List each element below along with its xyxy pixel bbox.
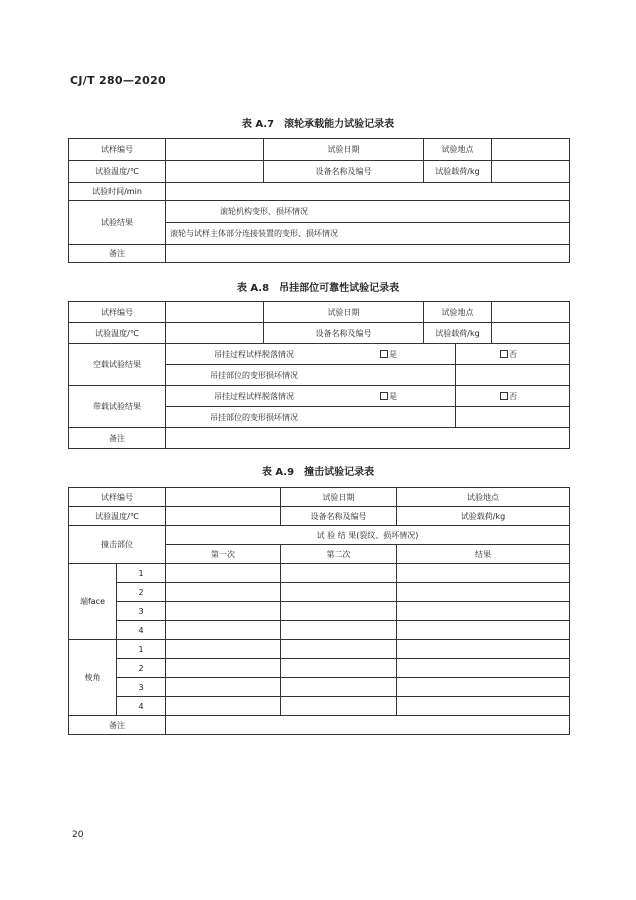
load-label: 试验载荷/kg — [424, 161, 492, 183]
duration-cell[interactable] — [166, 183, 570, 201]
fall-item-label: 吊挂过程试样脱落情况 是 — [166, 386, 456, 407]
result-cell[interactable] — [281, 697, 397, 716]
row-number: 2 — [117, 583, 166, 602]
table-a9-title: 表 A.9 撞击试验记录表 — [261, 467, 375, 478]
deform-item-cell[interactable] — [456, 365, 570, 386]
table-a9 — [68, 487, 570, 735]
row-number: 1 — [117, 564, 166, 583]
table-a7 — [68, 138, 570, 263]
test-site-label: 试验地点 — [397, 488, 570, 507]
result-cell[interactable] — [397, 678, 570, 697]
test-date-label: 试验日期 — [281, 488, 397, 507]
temperature-label: 试验温度/℃ — [69, 507, 166, 526]
result-cell[interactable] — [166, 602, 281, 621]
group-1-label: 端face — [69, 564, 117, 640]
equipment-label: 设备名称及编号 — [264, 161, 424, 183]
test-site-cell[interactable] — [492, 302, 570, 323]
yes-label: 是 — [389, 391, 397, 401]
result-cell[interactable] — [166, 564, 281, 583]
result-item-2: 滚轮与试样主体部分连接装置的变形、损坏情况 — [166, 223, 570, 245]
result-cell[interactable] — [166, 697, 281, 716]
result-label: 试验结果 — [69, 201, 166, 245]
sample-no-cell[interactable] — [166, 139, 264, 161]
result-cell[interactable] — [281, 659, 397, 678]
temperature-label: 试验温度/℃ — [69, 161, 166, 183]
result-item-1: 滚轮机构变形、损坏情况 — [166, 201, 570, 223]
result-cell[interactable] — [281, 602, 397, 621]
row-number: 1 — [117, 640, 166, 659]
test-site-cell[interactable] — [492, 139, 570, 161]
second-column-header: 第二次 — [281, 545, 397, 564]
table-a8 — [68, 301, 570, 449]
load-cell[interactable] — [492, 161, 570, 183]
result-cell[interactable] — [281, 621, 397, 640]
result-cell[interactable] — [397, 697, 570, 716]
conclusion-column-header: 结果 — [397, 545, 570, 564]
row-number: 3 — [117, 678, 166, 697]
checkbox-no[interactable] — [500, 392, 508, 400]
result-cell[interactable] — [397, 659, 570, 678]
sample-no-cell[interactable] — [166, 302, 264, 323]
test-site-label: 试验地点 — [424, 302, 492, 323]
result-cell[interactable] — [166, 583, 281, 602]
temperature-cell[interactable] — [166, 323, 264, 344]
result-cell[interactable] — [397, 640, 570, 659]
remarks-cell[interactable] — [166, 245, 570, 263]
result-cell[interactable] — [166, 640, 281, 659]
table-a7-title: 表 A.7 滚轮承载能力试验记录表 — [241, 119, 395, 130]
temperature-cell[interactable] — [166, 507, 281, 526]
impact-part-label: 撞击部位 — [69, 526, 166, 564]
temperature-label: 试验温度/℃ — [69, 323, 166, 344]
yes-label: 是 — [389, 349, 397, 359]
result-cell[interactable] — [281, 640, 397, 659]
remarks-label: 备注 — [69, 428, 166, 449]
no-option: 否 — [456, 386, 570, 407]
temperature-cell[interactable] — [166, 161, 264, 183]
result-cell[interactable] — [281, 583, 397, 602]
row-number: 3 — [117, 602, 166, 621]
checkbox-no[interactable] — [500, 350, 508, 358]
sample-no-label: 试样编号 — [69, 139, 166, 161]
test-date-label: 试验日期 — [264, 302, 424, 323]
result-cell[interactable] — [397, 583, 570, 602]
result-cell[interactable] — [166, 678, 281, 697]
fall-item-label: 吊挂过程试样脱落情况 是 — [166, 344, 456, 365]
load-cell[interactable] — [492, 323, 570, 344]
remarks-label: 备注 — [69, 245, 166, 263]
standard-code: CJ/T 280—2020 — [70, 74, 166, 87]
row-number: 4 — [117, 697, 166, 716]
remarks-cell[interactable] — [166, 716, 570, 735]
row-number: 4 — [117, 621, 166, 640]
result-cell[interactable] — [281, 678, 397, 697]
test-date-label: 试验日期 — [264, 139, 424, 161]
result-cell[interactable] — [281, 564, 397, 583]
result-header: 试 验 结 果(裂纹、损坏情况) — [166, 526, 570, 545]
checkbox-yes[interactable] — [380, 350, 388, 358]
group-2-label: 棱角 — [69, 640, 117, 716]
table-a8-title: 表 A.8 吊挂部位可靠性试验记录表 — [236, 283, 400, 294]
result-cell[interactable] — [166, 621, 281, 640]
result-cell[interactable] — [166, 659, 281, 678]
remarks-cell[interactable] — [166, 428, 570, 449]
checkbox-yes[interactable] — [380, 392, 388, 400]
empty-result-label: 空载试验结果 — [69, 344, 166, 386]
sample-no-cell[interactable] — [166, 488, 281, 507]
loaded-result-label: 带载试验结果 — [69, 386, 166, 428]
deform-item-label: 吊挂部位的变形损坏情况 — [166, 407, 456, 428]
row-number: 2 — [117, 659, 166, 678]
load-label: 试验载荷/kg — [397, 507, 570, 526]
page-number: 20 — [72, 830, 84, 840]
load-label: 试验载荷/kg — [424, 323, 492, 344]
result-cell[interactable] — [397, 621, 570, 640]
sample-no-label: 试样编号 — [69, 302, 166, 323]
sample-no-label: 试样编号 — [69, 488, 166, 507]
first-column-header: 第一次 — [166, 545, 281, 564]
result-cell[interactable] — [397, 564, 570, 583]
equipment-label: 设备名称及编号 — [264, 323, 424, 344]
deform-item-cell[interactable] — [456, 407, 570, 428]
remarks-label: 备注 — [69, 716, 166, 735]
duration-label: 试验时间/min — [69, 183, 166, 201]
test-site-label: 试验地点 — [424, 139, 492, 161]
no-option: 否 — [456, 344, 570, 365]
result-cell[interactable] — [397, 602, 570, 621]
equipment-label: 设备名称及编号 — [281, 507, 397, 526]
deform-item-label: 吊挂部位的变形损坏情况 — [166, 365, 456, 386]
